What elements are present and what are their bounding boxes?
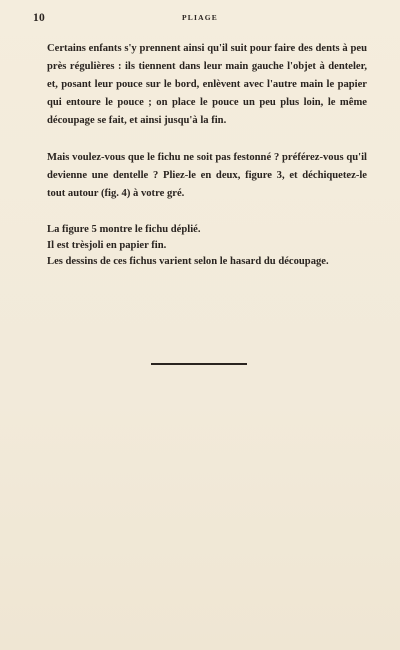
- page-number: 10: [33, 12, 45, 24]
- paragraph-dentelle: Mais voulez-vous que le fichu ne soit pas festonné ? préférez-vous qu'il devienne une dentelle ? Pliez-le en deux, figure 3, et déchiquetez-le tout autour (fig. 4) à votre gré.: [47, 152, 367, 199]
- page-header: [0, 12, 400, 28]
- paragraph-dentelure: Certains enfants s'y prennent ainsi qu'il suit pour faire des dents à peu près régulières : ils tiennent dans leur main gauche l'objet à denteler, et, posant leur pouce sur le bord, enlèvent avec l'autre main le papier qui entoure le pouce ; on place le pouce un peu plus loin, le même découpage se fait, et ainsi jusqu'à la fin.: [47, 43, 367, 126]
- figure-note-line: Il est trèsjoli en papier fin.: [47, 240, 167, 251]
- body-text: [47, 40, 367, 270]
- section-end-rule: [151, 363, 247, 365]
- running-title: PLIAGE: [182, 13, 218, 22]
- figure-note-line: La figure 5 montre le fichu déplié.: [47, 224, 201, 235]
- figure-note-line: Les dessins de ces fichus varient selon le hasard du découpage.: [47, 256, 329, 267]
- figure-notes: [47, 222, 367, 270]
